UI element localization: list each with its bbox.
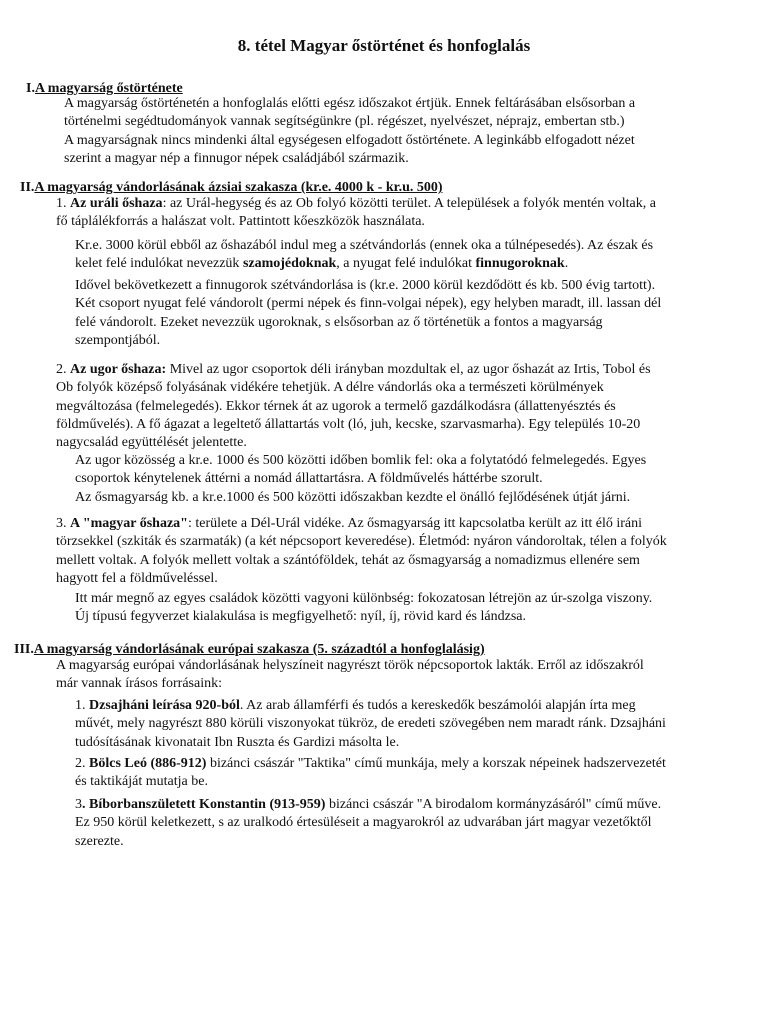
bold-term: finnugoroknak <box>475 256 565 272</box>
paragraph-line: Új típusú fegyverzet kialakulása is megfigyelhető: nyíl, íj, rövid kard és lándzsa. <box>75 609 526 625</box>
paragraph-line: művét, mely nagyrészt 880 körüli viszonyokat tükröz, de eredeti szövegében nem maradt ránk. Dzsajháni <box>75 716 666 732</box>
paragraph-line: Idővel bekövetkezett a finnugorok szétvándorlása is (kr.e. 2000 körül kezdődött és kb. 500 évig tartott). <box>75 278 656 293</box>
paragraph-line: mellett voltak. A folyók mellett voltak a szántóföldek, tehát az ősmagyarság a nomadizmus ellenére sem <box>56 552 640 568</box>
paragraph-line: tudósításának kivonatait Ibn Ruszta és Gardizi másolta le. <box>75 734 400 750</box>
uralic-homeland-paragraph: 1. Az uráli őshaza: az Urál-hegység és az Ob folyó közötti terület. A települések a folyók mentén voltak, a fő táplálékforrás a halászat volt. Pattintott kőeszközök használata. <box>56 195 656 232</box>
section-3-intro <box>56 657 644 694</box>
paragraph-line: szerint a magyar nép a finnugor népek családjából származik. <box>64 150 409 166</box>
paragraph-line: Két csoport nyugat felé vándorolt (permi népek és finn-volgai népek), egy helyben maradt, ill. lassan dél <box>75 296 662 312</box>
paragraph-line: Ez 950 körül keletkezett, s az uralkodó értesüléseit a magyarokról az udvarában járt magyar vezetőktől <box>75 815 652 831</box>
paragraph-line: A magyarságnak nincs mindenki által egységesen elfogadott őstörténete. A leginkább elfogadott nézet <box>64 132 635 148</box>
source-konstantin: 3. Bíborbanszületett Konstantin (913-959) bizánci császár "A birodalom kormányzásáról" című műve. Ez 950 körül keletkezett, s az uralkodó értesüléseit a magyarokról az udvarában járt magyar vezetőktől szerezte. <box>75 796 661 851</box>
section-1-intro <box>64 95 635 168</box>
bold-term: Az uráli őshaza <box>70 196 163 211</box>
bold-term: Az ugor őshaza: <box>70 362 167 377</box>
wealth-difference-paragraph <box>75 590 652 627</box>
paragraph-line: nagycsalád együttélését jelentette. <box>56 435 247 451</box>
paragraph-line: Itt már megnő az egyes családok közötti vagyoni különbség: fokozatosan létrejön az úr-szolga viszony. <box>75 591 653 606</box>
paragraph-line: felé vándorolt. Ezeket nevezzük ugoroknak, s elsősorban az ő történetük a fontos a magyarság <box>75 314 603 330</box>
ugric-breakup-paragraph <box>75 452 646 507</box>
page-title: 8. tétel Magyar őstörténet és honfoglalás <box>237 36 531 55</box>
bold-term: Bölcs Leó (886-912) <box>89 756 207 771</box>
paragraph-line: Az ugor közösség a kr.e. 1000 és 500 közötti időben bomlik fel: oka a folytatódó felmelegedés. Egyes <box>75 453 647 468</box>
section-title: A magyarság vándorlásának ázsiai szakasza (kr.e. 4000 k - kr.u. 500) <box>34 180 443 195</box>
paragraph-line: fő táplálékforrás a halászat volt. Pattintott kőeszközök használata. <box>56 214 425 230</box>
section-title: A magyarság vándorlásának európai szakasza (5. századtól a honfoglalásig) <box>33 642 485 657</box>
section-heading-2 <box>20 179 443 196</box>
dispersion-paragraph: Kr.e. 3000 körül ebből az őshazából indul meg a szétvándorlás (ennek oka a túlnépesedés). Az észak és kelet felé indulókat nevezzük szamojédoknak, a nyugat felé indulókat finnugoroknak. <box>75 238 654 272</box>
paragraph-line: Ob folyók középső folyásának vidékére tehetjük. A délre vándorlás oka a természeti körülmények <box>56 380 604 396</box>
paragraph-line: A magyarság európai vándorlásának helyszíneit nagyrészt török népcsoportok lakták. Erről az időszakról <box>56 658 644 673</box>
paragraph-line: csoportok kénytelenek áttérni a nomád állattartásra. A földművelés háttérbe szorult. <box>75 471 543 487</box>
finno-ugric-paragraph <box>75 277 661 350</box>
ugric-homeland-paragraph: 2. Az ugor őshaza: Mivel az ugor csoportok déli irányban mozdultak el, az ugor őshazát az Irtis, Tobol és Ob folyók középső folyásának vidékére tehetjük. A délre vándorlás oka a természeti körülmények megváltozása (felmelegedés). Ekkor térnek át az ugorok a termelő gazdálkodásra (állattenyésztés és földművelés). A fő ágazat a legeltető állattartás volt (ló, juh, kecske, szarvasmarha). Egy település 10-20 nagycsalád együttélését jelentette. <box>56 361 651 452</box>
paragraph-line: szerezte. <box>75 833 124 849</box>
section-number: I. <box>26 81 35 96</box>
bold-term: . Bíborbanszületett Konstantin (913-959) <box>82 797 326 812</box>
magyar-homeland-paragraph: 3. A "magyar őshaza": területe a Dél-Urál vidéke. Az ősmagyarság itt kapcsolatba került az itt élő iráni törzsekkel (szkiták és szarmaták) (a két népcsoport keveredése). Életmód: nyáron vándoroltak, télen a folyók mellett voltak. A folyók mellett voltak a szántóföldek, tehát az ősmagyarság a nomadizmus ellenére sem hagyott fel a földműveléssel. <box>56 515 667 588</box>
paragraph-line: történelmi segédtudományok vannak segítségünkre (pl. régészet, nyelvészet, néprajz, embertan stb.) <box>64 114 625 130</box>
paragraph-line: megváltozása (felmelegedés). Ekkor térnek át az ugorok a termelő gazdálkodásra (állattenyésztés és <box>56 398 616 414</box>
paragraph-line: hagyott fel a földműveléssel. <box>56 570 218 586</box>
paragraph-line: és taktikáját mutatja be. <box>75 774 208 790</box>
bold-term: A "magyar őshaza" <box>70 516 188 531</box>
section-number: III. <box>14 642 34 657</box>
source-bolcs-leo: 2. Bölcs Leó (886-912) bizánci császár "Taktika" című munkája, mely a korszak népeinek hadszervezetét és taktikáját mutatja be. <box>75 755 666 792</box>
section-number: II. <box>20 180 35 195</box>
paragraph-line: A magyarság őstörténetén a honfoglalás előtti egész időszakot értjük. Ennek feltárásában elsősorban a <box>64 96 636 111</box>
paragraph-line: Kr.e. 3000 körül ebből az őshazából indul meg a szétvándorlás (ennek oka a túlnépesedés). Az észak és <box>75 238 654 253</box>
paragraph-line: szempontjából. <box>75 332 161 348</box>
paragraph-line: törzsekkel (szkiták és szarmaták) (a két népcsoport keveredése). Életmód: nyáron vándoroltak, télen a folyók <box>56 534 667 550</box>
bold-term: Dzsajháni leírása 920-ból <box>89 698 240 713</box>
paragraph-line: Az ősmagyarság kb. a kr.e.1000 és 500 közötti időszakban kezdte el önálló fejlődésének útját járni. <box>75 489 631 505</box>
paragraph-line: földművelés). A fő ágazat a legeltető állattartás volt (ló, juh, kecske, szarvasmarha). Egy település 10-20 <box>56 416 641 432</box>
paragraph-line: már vannak írásos forrásaink: <box>56 676 222 692</box>
section-title: A magyarság őstörténete <box>34 81 183 96</box>
source-dzsajhani: 1. Dzsajháni leírása 920-ból. Az arab államférfi és tudós a kereskedők beszámolói alapján írta meg művét, mely nagyrészt 880 körüli viszonyokat tükröz, de eredeti szövegében nem maradt ránk. Dzsajháni tudósításának kivonatait Ibn Ruszta és Gardizi másolta le. <box>75 697 666 752</box>
bold-term: szamojédoknak <box>242 256 337 272</box>
section-heading-3 <box>14 641 485 658</box>
